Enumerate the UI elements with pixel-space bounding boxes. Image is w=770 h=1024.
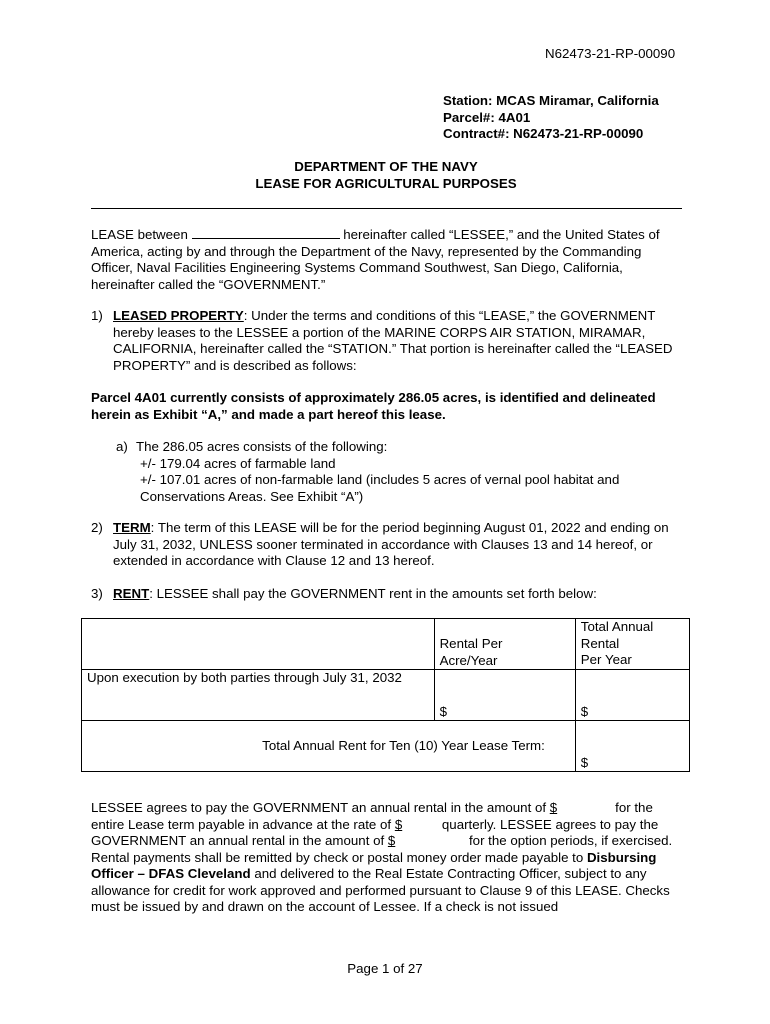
section-number: 3) xyxy=(91,586,103,601)
annual-rental-blank: $ xyxy=(549,800,558,815)
option-rental-blank: $ xyxy=(387,833,396,848)
document-id: N62473-21-RP-00090 xyxy=(545,46,676,61)
non-farmable-acres: +/- 107.01 acres of non-farmable land (includes 5 acres of vernal pool habitat and Conservations Areas. See Exhibit “A”) xyxy=(140,472,620,504)
contract-line: Contract#: N62473-21-RP-00090 xyxy=(443,126,644,141)
station-line: Station: MCAS Miramar, California xyxy=(443,93,659,108)
lessee-name-blank xyxy=(192,227,340,239)
header-cell-total-annual: Total Annual Rental Per Year xyxy=(575,619,689,670)
section-body xyxy=(113,308,688,374)
section-text: : The term of this LEASE will be for the period beginning August 01, 2022 and ending on July 31, 2032, UNLESS sooner terminated in accordance with Clauses 13 and 14 hereof, or extended in accordance with Clause 12 and 13 hereof. xyxy=(113,520,669,568)
total-label-cell: Total Annual Rent for Ten (10) Year Lease Term: xyxy=(82,721,576,772)
title-divider xyxy=(91,208,682,209)
section-rent xyxy=(91,586,682,604)
section-heading: TERM xyxy=(113,520,151,535)
section-leased-property xyxy=(91,308,682,374)
section-heading: LEASED PROPERTY xyxy=(113,308,244,323)
acreage-intro: The 286.05 acres consists of the following: xyxy=(136,439,388,454)
row-total-cell: $ xyxy=(575,670,689,721)
acreage-body xyxy=(136,439,676,505)
parcel-description: Parcel 4A01 currently consists of approximately 286.05 acres, is identified and delineated herein as Exhibit “A,” and made a part hereof this lease. xyxy=(91,390,656,422)
rent-table xyxy=(81,618,690,772)
section-text: : Under the terms and conditions of this “LEASE,” the GOVERNMENT hereby leases to the LESSEE a portion of the MARINE CORPS AIR STATION, MIRAMAR, CALIFORNIA, hereinafter called the “STATION.” That portion is hereinafter called the “LEASED PROPERTY” and is described as follows: xyxy=(113,308,673,373)
table-row xyxy=(82,670,690,721)
title-line-1: DEPARTMENT OF THE NAVY xyxy=(294,159,478,174)
intro-paragraph xyxy=(91,227,682,293)
intro-text-1: LEASE between xyxy=(91,227,192,242)
quarterly-rate-blank: $ xyxy=(394,816,403,832)
table-total-row xyxy=(82,721,690,772)
row-label-cell: Upon execution by both parties through July 31, 2032 xyxy=(82,670,435,721)
section-body xyxy=(113,520,688,570)
rent-agreement-paragraph: LESSEE agrees to pay the GOVERNMENT an annual rental in the amount of $ for the entire Lease term payable in advance at the rate of $ quarterly. LESSEE agrees to pay the GOVERNMENT an annual rental in the amount of $ for the option periods, if exercised. Rental payments shall be remitted by check or postal money order made payable to Disbursing Officer – DFAS Cleveland and delivered to the Real Estate Contracting Officer, subject to any allowance for credit for work approved and performed pursuant to Clause 9 of this LEASE. Checks must be issued by and drawn on the account of Lessee. If a check is not issued xyxy=(91,800,673,914)
document-title xyxy=(91,158,681,192)
section-number: 1) xyxy=(91,308,103,323)
title-line-2: LEASE FOR AGRICULTURAL PURPOSES xyxy=(255,176,517,191)
header-cell-blank xyxy=(82,619,435,670)
page-number: Page 1 of 27 xyxy=(347,961,423,976)
section-heading: RENT xyxy=(113,586,150,601)
total-value-cell: $ xyxy=(575,721,689,772)
parcel-line: Parcel#: 4A01 xyxy=(443,109,531,125)
section-number: 2) xyxy=(91,520,103,535)
header-cell-per-acre: Rental Per Acre/Year xyxy=(434,619,575,670)
intro-text-2: hereinafter called “LESSEE,” and the United States of America, acting by and through the Department of the Navy, represented by the Commanding Officer, Naval Facilities Engineering Systems Command Southwest, San Diego, California, hereinafter called the “GOVERNMENT.” xyxy=(91,227,660,292)
section-body xyxy=(113,586,688,603)
row-per-acre-cell: $ xyxy=(434,670,575,721)
station-info-block xyxy=(443,93,659,143)
subsection-letter: a) xyxy=(116,439,128,454)
section-text: : LESSEE shall pay the GOVERNMENT rent in the amounts set forth below: xyxy=(149,586,597,601)
section-term xyxy=(91,520,682,570)
farmable-acres: +/- 179.04 acres of farmable land xyxy=(140,455,336,471)
payee-name: Disbursing Officer – DFAS Cleveland xyxy=(91,849,657,881)
table-header-row xyxy=(82,619,690,670)
